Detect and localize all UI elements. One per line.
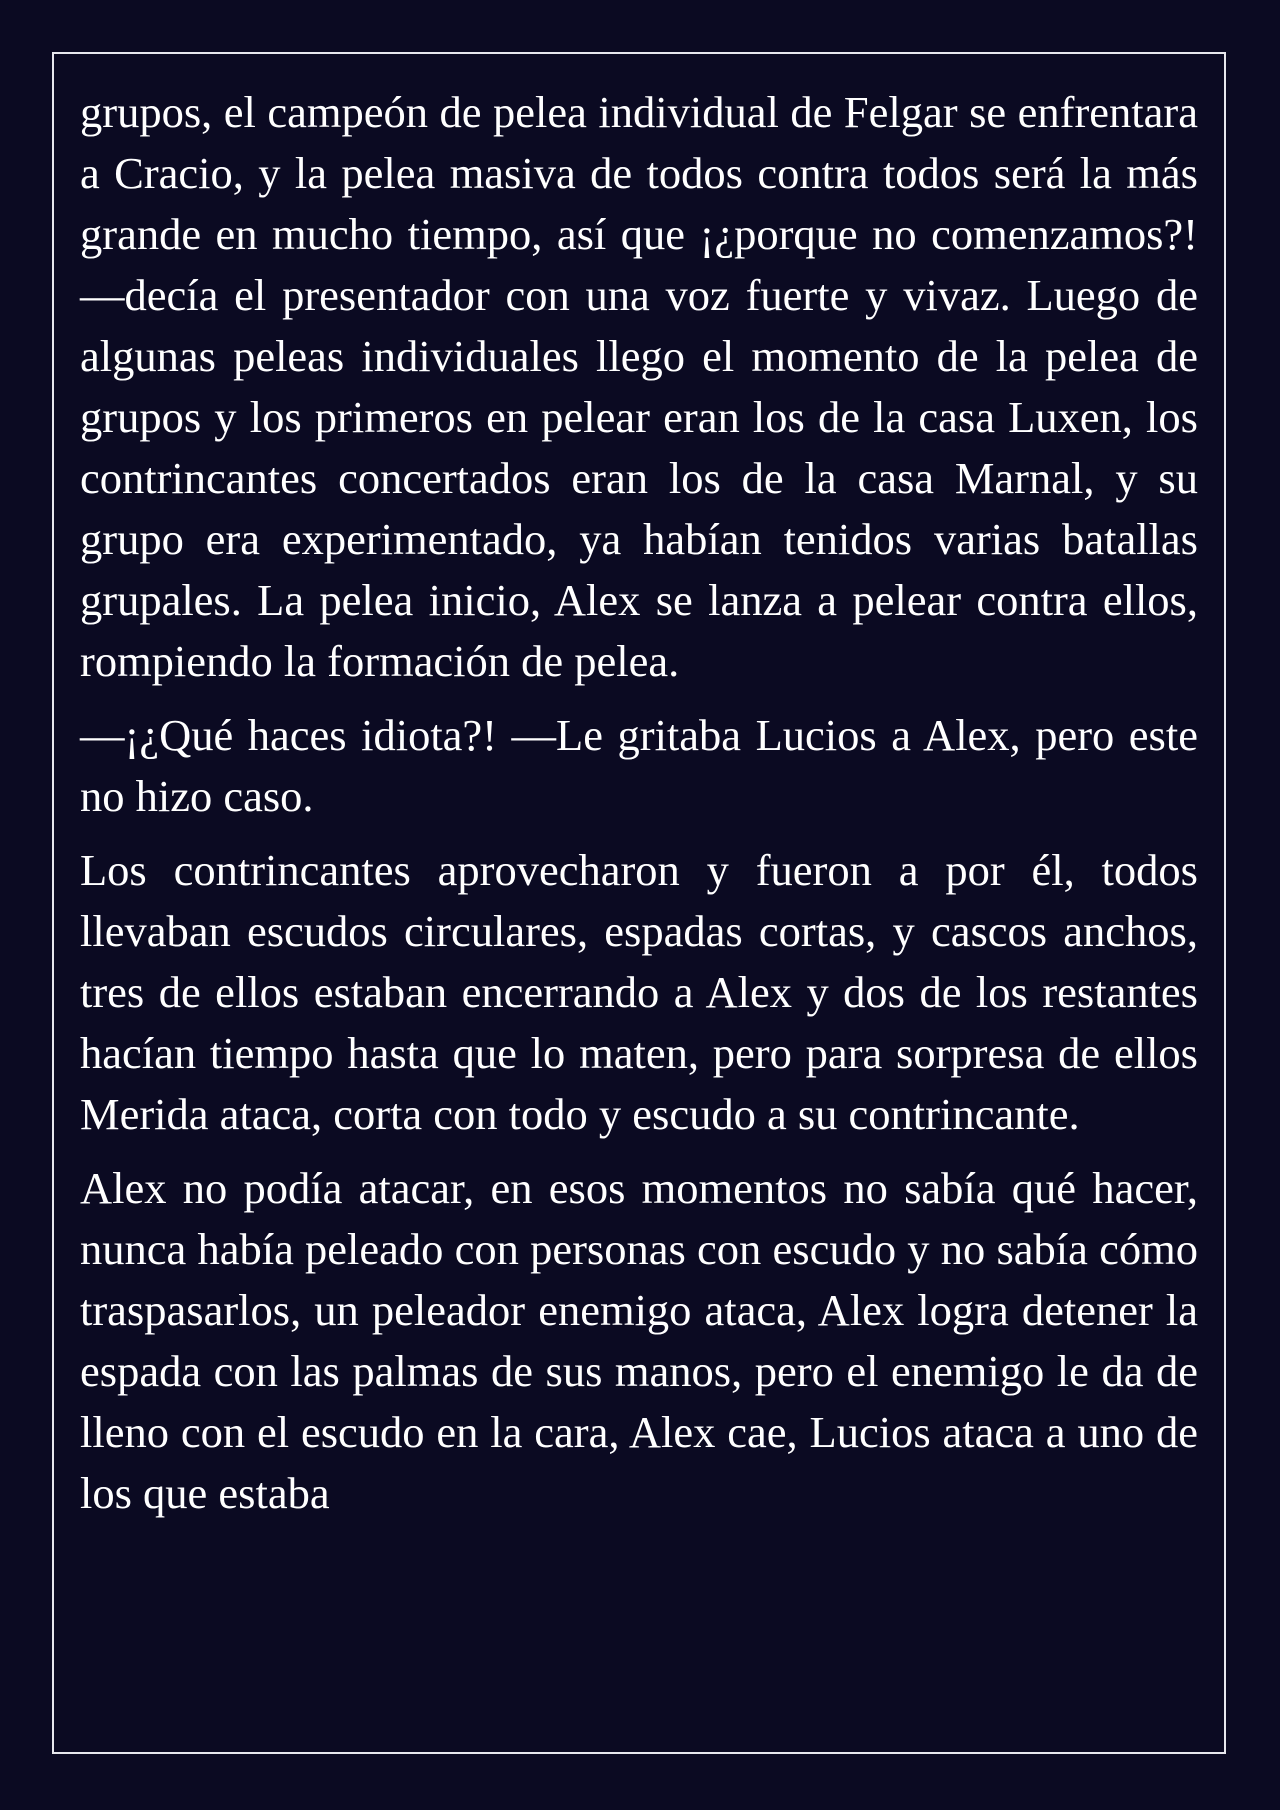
paragraph-3: Los contrincantes aprovecharon y fueron a por él, todos llevaban escudos circulares, espadas cortas, y cascos anchos, tres de ellos estaban encerrando a Alex y dos de los restantes hacían tiempo hasta que lo maten, pero para sorpresa de ellos Merida ataca, corta con todo y escudo a su contrincante. (80, 845, 1198, 1139)
text-body (80, 82, 1198, 1537)
paragraph-2: —¡¿Qué haces idiota?! —Le gritaba Lucios a Alex, pero este no hizo caso. (80, 710, 1198, 821)
paragraph-1: grupos, el campeón de pelea individual de Felgar se enfrentara a Cracio, y la pelea masiva de todos contra todos será la más grande en mucho tiempo, así que ¡¿porque no comenzamos?! —decía el presentador con una voz fuerte y vivaz. Luego de algunas peleas individuales llego el momento de la pelea de grupos y los primeros en pelear eran los de la casa Luxen, los contrincantes concertados eran los de la casa Marnal, y su grupo era experimentado, ya habían tenidos varias batallas grupales. La pelea inicio, Alex se lanza a pelear contra ellos, rompiendo la formación de pelea. (80, 87, 1198, 686)
paragraph-4: Alex no podía atacar, en esos momentos no sabía qué hacer, nunca había peleado con personas con escudo y no sabía cómo traspasarlos, un peleador enemigo ataca, Alex logra detener la espada con las palmas de sus manos, pero el enemigo le da de lleno con el escudo en la cara, Alex cae, Lucios ataca a uno de los que estaba (80, 1163, 1198, 1518)
page-frame (52, 52, 1226, 1754)
